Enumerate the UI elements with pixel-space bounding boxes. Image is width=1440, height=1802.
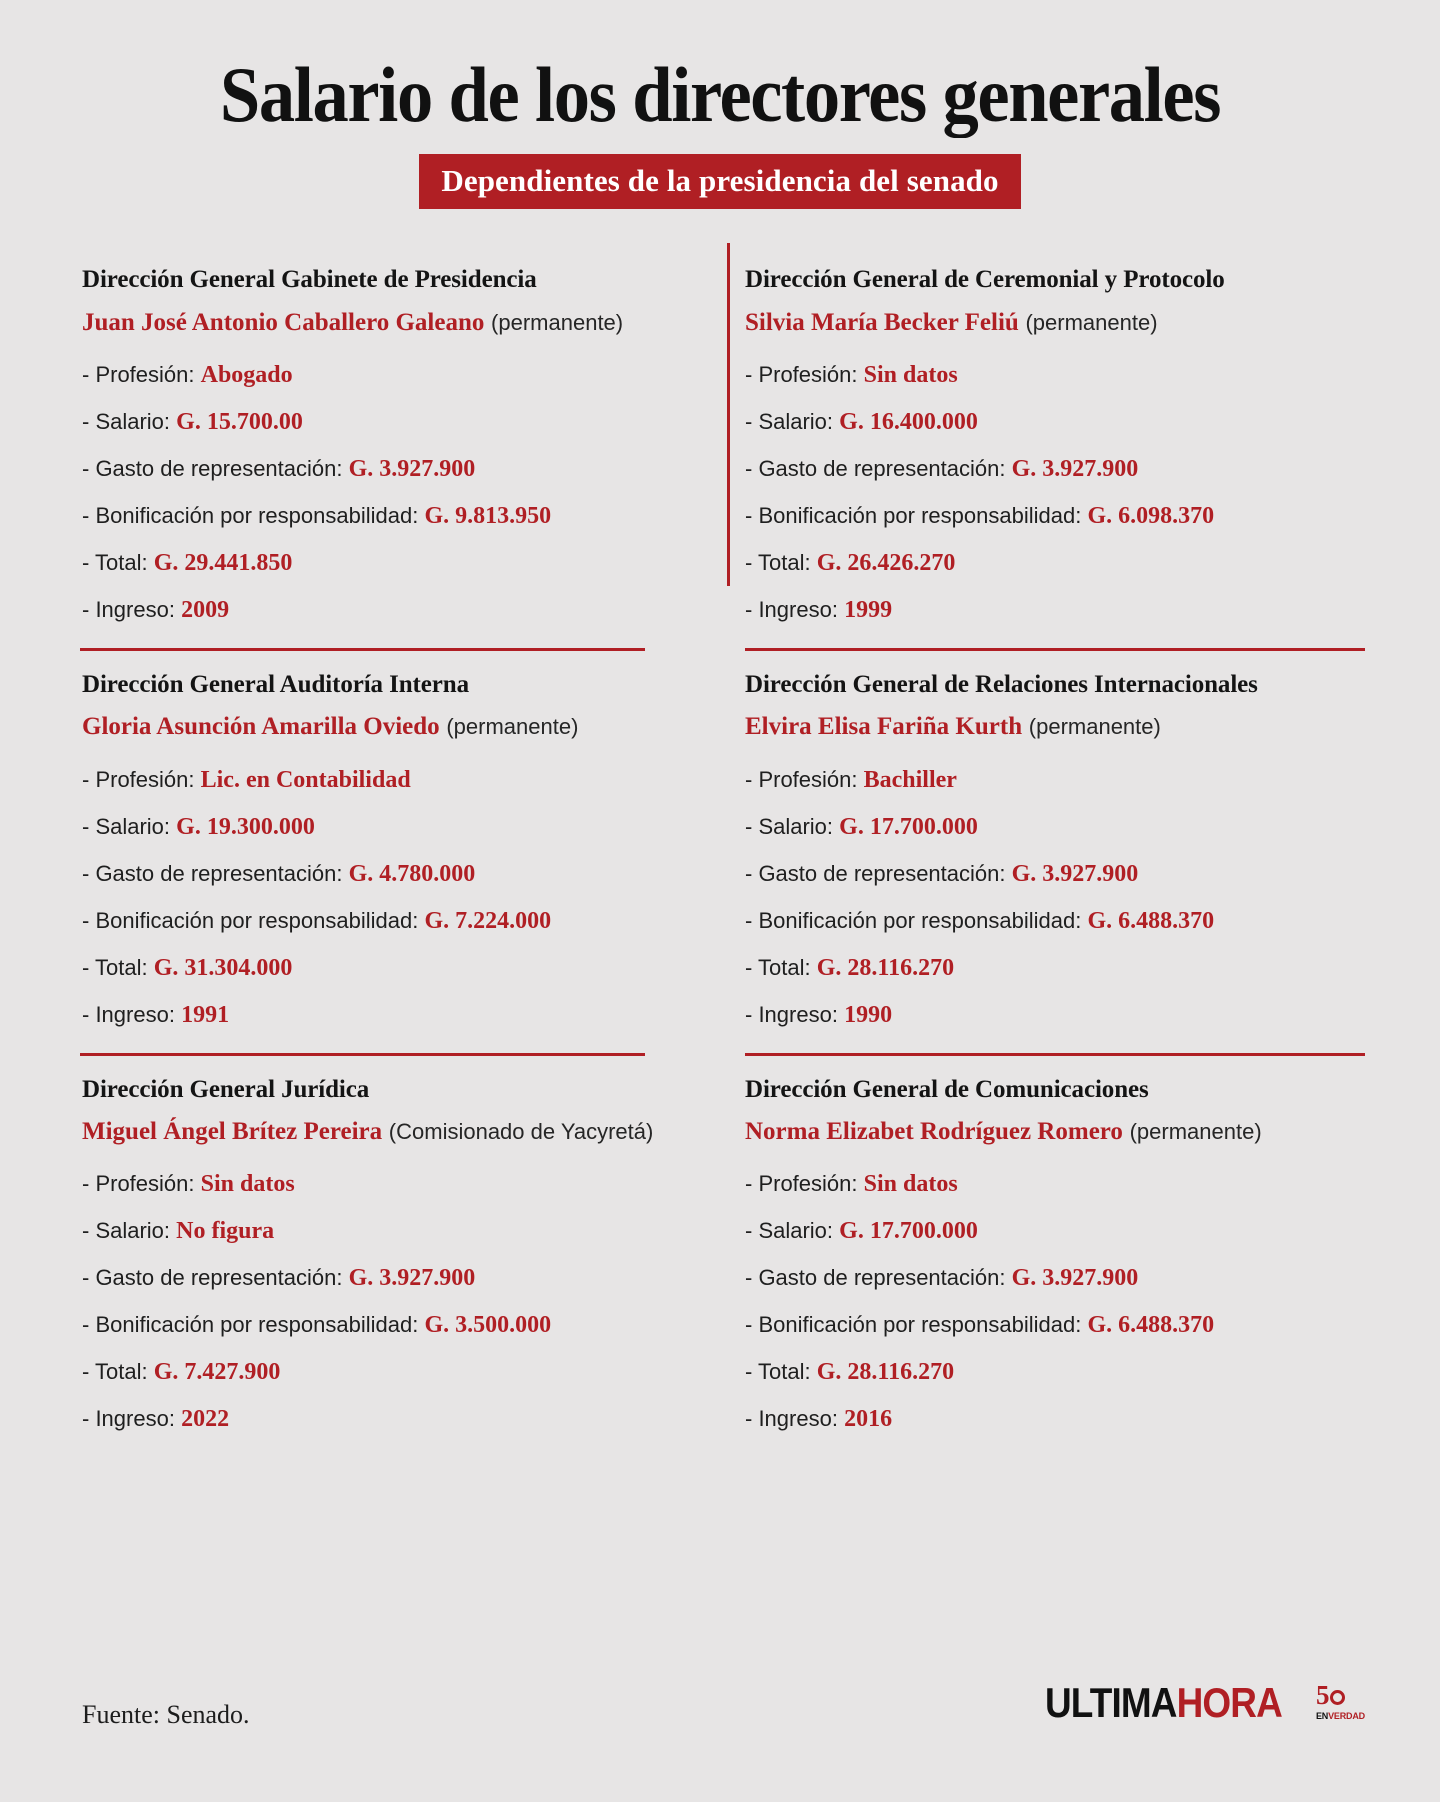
page-title: Salario de los directores generales: [219, 51, 1221, 138]
fact-value: 2022: [181, 1406, 230, 1433]
fact-label: - Bonificación por responsabilidad:: [745, 502, 1082, 528]
fact-label: - Ingreso:: [745, 1001, 838, 1027]
fact-value: Lic. en Contabilidad: [200, 766, 411, 793]
fact-salario: [82, 410, 701, 434]
fact-value: Abogado: [200, 361, 293, 388]
fact-label: - Salario:: [745, 1218, 834, 1244]
fact-bonificacion: [745, 504, 1414, 528]
fact-value: 1990: [844, 1001, 893, 1028]
entries-row: [0, 243, 1440, 648]
badge-tagline: [1316, 1711, 1370, 1721]
fact-ingreso: [745, 1407, 1414, 1431]
fact-total: [82, 956, 701, 980]
person-status: (permanente): [1025, 309, 1158, 335]
row-divider-left: [80, 1053, 645, 1056]
unit-title: Dirección General Jurídica: [82, 1075, 370, 1103]
fact-value: G. 3.927.900: [348, 455, 476, 482]
person-status: (permanente): [1129, 1119, 1262, 1144]
row-divider-left: [80, 648, 645, 651]
person-status: (permanente): [1028, 714, 1161, 740]
fact-total: [745, 956, 1414, 980]
fact-value: G. 4.780.000: [348, 860, 476, 887]
fact-label: - Gasto de representación:: [745, 860, 1006, 886]
fact-label: - Bonificación por responsabilidad:: [745, 1312, 1082, 1338]
fact-label: - Total:: [745, 1359, 811, 1385]
fact-value: G. 28.116.270: [816, 954, 955, 981]
entry-block: [0, 243, 727, 648]
fact-label: - Ingreso:: [82, 596, 175, 622]
fact-label: - Bonificación por responsabilidad:: [82, 1312, 419, 1338]
fact-bonificacion: [745, 909, 1414, 933]
fact-salario: [82, 815, 701, 839]
fact-list: [745, 768, 1414, 1027]
person-name: Gloria Asunción Amarilla Oviedo: [82, 713, 440, 741]
fact-label: - Bonificación por responsabilidad:: [82, 502, 419, 528]
unit-title: Dirección General de Relaciones Internacionales: [745, 670, 1258, 698]
fact-value: G. 29.441.850: [153, 549, 293, 576]
fact-label: - Ingreso:: [82, 1001, 175, 1027]
fact-profesion: [82, 768, 701, 792]
fact-profesion: [745, 363, 1414, 387]
fact-value: No figura: [176, 1218, 275, 1245]
fact-total: [745, 1360, 1414, 1384]
person-status: (permanente): [491, 309, 624, 335]
badge-zero-ring-icon: [1330, 1690, 1345, 1705]
fact-bonificacion: [82, 504, 701, 528]
fact-label: - Ingreso:: [745, 596, 838, 622]
fact-value: G. 31.304.000: [153, 954, 293, 981]
fact-label: - Gasto de representación:: [82, 1265, 343, 1291]
fact-ingreso: [82, 1003, 701, 1027]
fact-label: - Salario:: [745, 408, 834, 434]
unit-title: Dirección General de Comunicaciones: [745, 1075, 1149, 1103]
fact-label: - Total:: [82, 954, 148, 980]
fact-label: - Bonificación por responsabilidad:: [745, 907, 1082, 933]
entries-row: [0, 648, 1440, 1053]
fact-profesion: [82, 1172, 701, 1196]
fact-bonificacion: [82, 1313, 701, 1337]
fact-value: Sin datos: [200, 1171, 295, 1198]
fact-label: - Gasto de representación:: [745, 1265, 1006, 1291]
subtitle-banner: Dependientes de la presidencia del senado: [419, 154, 1020, 209]
fact-value: G. 3.927.900: [1011, 860, 1139, 887]
fact-gasto: [82, 1266, 701, 1290]
fact-bonificacion: [82, 909, 701, 933]
person-name: Norma Elizabet Rodríguez Romero: [745, 1118, 1123, 1145]
fact-value: G. 9.813.950: [424, 502, 552, 529]
fact-label: - Total:: [745, 549, 811, 575]
subtitle-wrapper: [0, 154, 1440, 209]
person-name: Miguel Ángel Brítez Pereira: [82, 1118, 383, 1145]
entry-block: [727, 648, 1440, 1053]
logo-wordmark: [1044, 1679, 1282, 1726]
fact-value: G. 3.500.000: [424, 1312, 552, 1339]
fact-label: - Salario:: [82, 408, 171, 434]
person-name: Elvira Elisa Fariña Kurth: [745, 713, 1023, 741]
unit-title: Dirección General de Ceremonial y Protocolo: [745, 266, 1225, 293]
fact-profesion: [745, 768, 1414, 792]
fact-label: - Salario:: [745, 813, 834, 839]
fact-value: G. 6.488.370: [1087, 1312, 1215, 1339]
fact-value: G. 7.427.900: [153, 1359, 281, 1386]
entries-row: [0, 1053, 1440, 1458]
footer: [0, 1652, 1440, 1802]
logo-ultima-text: ULTIMA: [1044, 1679, 1177, 1726]
fact-value: G. 3.927.900: [1011, 455, 1139, 482]
person-status: (permanente): [446, 714, 579, 740]
fact-label: - Profesión:: [82, 766, 195, 792]
fact-profesion: [82, 363, 701, 387]
entry-block: [0, 648, 727, 1053]
person-line: [745, 305, 1414, 341]
fact-total: [745, 551, 1414, 575]
fact-label: - Gasto de representación:: [82, 455, 343, 481]
entry-block: [0, 1053, 727, 1458]
fact-salario: [745, 1219, 1414, 1243]
fact-gasto: [745, 1266, 1414, 1290]
row-divider-right: [745, 648, 1365, 651]
person-status: (Comisionado de Yacyretá): [388, 1119, 654, 1144]
fact-value: 2009: [181, 596, 230, 623]
fact-value: G. 15.700.00: [176, 408, 303, 435]
fact-salario: [82, 1219, 701, 1243]
person-line: [82, 305, 701, 341]
entry-block: [727, 1053, 1440, 1458]
fact-salario: [745, 815, 1414, 839]
person-name: Silvia María Becker Feliú: [745, 308, 1019, 336]
fact-ingreso: [82, 598, 701, 622]
fact-label: - Total:: [82, 1359, 148, 1385]
fact-label: - Profesión:: [745, 766, 858, 792]
ultimahora-logo: [1044, 1679, 1370, 1728]
fact-list: [745, 363, 1414, 622]
badge-number: 5: [1316, 1682, 1370, 1709]
fact-profesion: [745, 1172, 1414, 1196]
fact-label: - Profesión:: [82, 1171, 195, 1197]
fact-label: - Total:: [82, 549, 148, 575]
fact-value: G. 26.426.270: [816, 549, 956, 576]
fact-value: G. 16.400.000: [839, 408, 978, 435]
entries-grid: [0, 243, 1440, 1457]
fact-value: G. 6.488.370: [1087, 907, 1215, 934]
fact-label: - Total:: [745, 954, 811, 980]
fact-label: - Profesión:: [745, 1171, 858, 1197]
fact-label: - Bonificación por responsabilidad:: [82, 907, 419, 933]
person-name: Juan José Antonio Caballero Galeano: [82, 308, 485, 336]
anniversary-badge-icon: [1316, 1682, 1370, 1728]
fact-label: - Profesión:: [745, 361, 858, 387]
logo-hora-text: HORA: [1176, 1679, 1282, 1726]
fact-value: G. 7.224.000: [424, 907, 552, 934]
fact-ingreso: [745, 1003, 1414, 1027]
fact-value: G. 3.927.900: [1011, 1265, 1139, 1292]
person-line: [82, 709, 701, 745]
fact-value: G. 17.700.000: [839, 1218, 978, 1245]
fact-salario: [745, 410, 1414, 434]
fact-value: G. 19.300.000: [176, 813, 315, 840]
fact-value: G. 17.700.000: [839, 813, 978, 840]
fact-list: [82, 1172, 701, 1431]
fact-value: Sin datos: [863, 361, 958, 388]
source-note: Fuente: Senado.: [82, 1700, 250, 1729]
fact-label: - Ingreso:: [82, 1406, 175, 1432]
badge-tag-right: VERDAD: [1328, 1711, 1365, 1721]
fact-value: G. 6.098.370: [1087, 502, 1215, 529]
fact-gasto: [745, 862, 1414, 886]
fact-value: 2016: [844, 1406, 893, 1433]
fact-ingreso: [82, 1407, 701, 1431]
unit-title: Dirección General Gabinete de Presidencia: [82, 266, 537, 293]
fact-label: - Salario:: [82, 813, 171, 839]
fact-gasto: [82, 457, 701, 481]
fact-value: 1999: [844, 596, 893, 623]
fact-ingreso: [745, 598, 1414, 622]
fact-label: - Salario:: [82, 1218, 171, 1244]
fact-label: - Profesión:: [82, 361, 195, 387]
header: [0, 0, 1440, 209]
fact-list: [82, 363, 701, 622]
person-line: [82, 1114, 701, 1150]
fact-bonificacion: [745, 1313, 1414, 1337]
fact-label: - Gasto de representación:: [745, 455, 1006, 481]
fact-gasto: [82, 862, 701, 886]
fact-value: G. 3.927.900: [348, 1265, 476, 1292]
fact-list: [745, 1172, 1414, 1431]
fact-value: Sin datos: [863, 1171, 958, 1198]
entry-block: [727, 243, 1440, 648]
row-divider-right: [745, 1053, 1365, 1056]
fact-value: G. 28.116.270: [816, 1359, 955, 1386]
person-line: [745, 709, 1414, 745]
fact-gasto: [745, 457, 1414, 481]
fact-label: - Ingreso:: [745, 1406, 838, 1432]
fact-value: 1991: [181, 1001, 230, 1028]
fact-list: [82, 768, 701, 1027]
fact-total: [82, 551, 701, 575]
fact-value: Bachiller: [863, 766, 957, 793]
unit-title: Dirección General Auditoría Interna: [82, 670, 469, 698]
person-line: [745, 1114, 1414, 1150]
fact-total: [82, 1360, 701, 1384]
fact-label: - Gasto de representación:: [82, 860, 343, 886]
badge-tag-left: EN: [1316, 1711, 1329, 1721]
